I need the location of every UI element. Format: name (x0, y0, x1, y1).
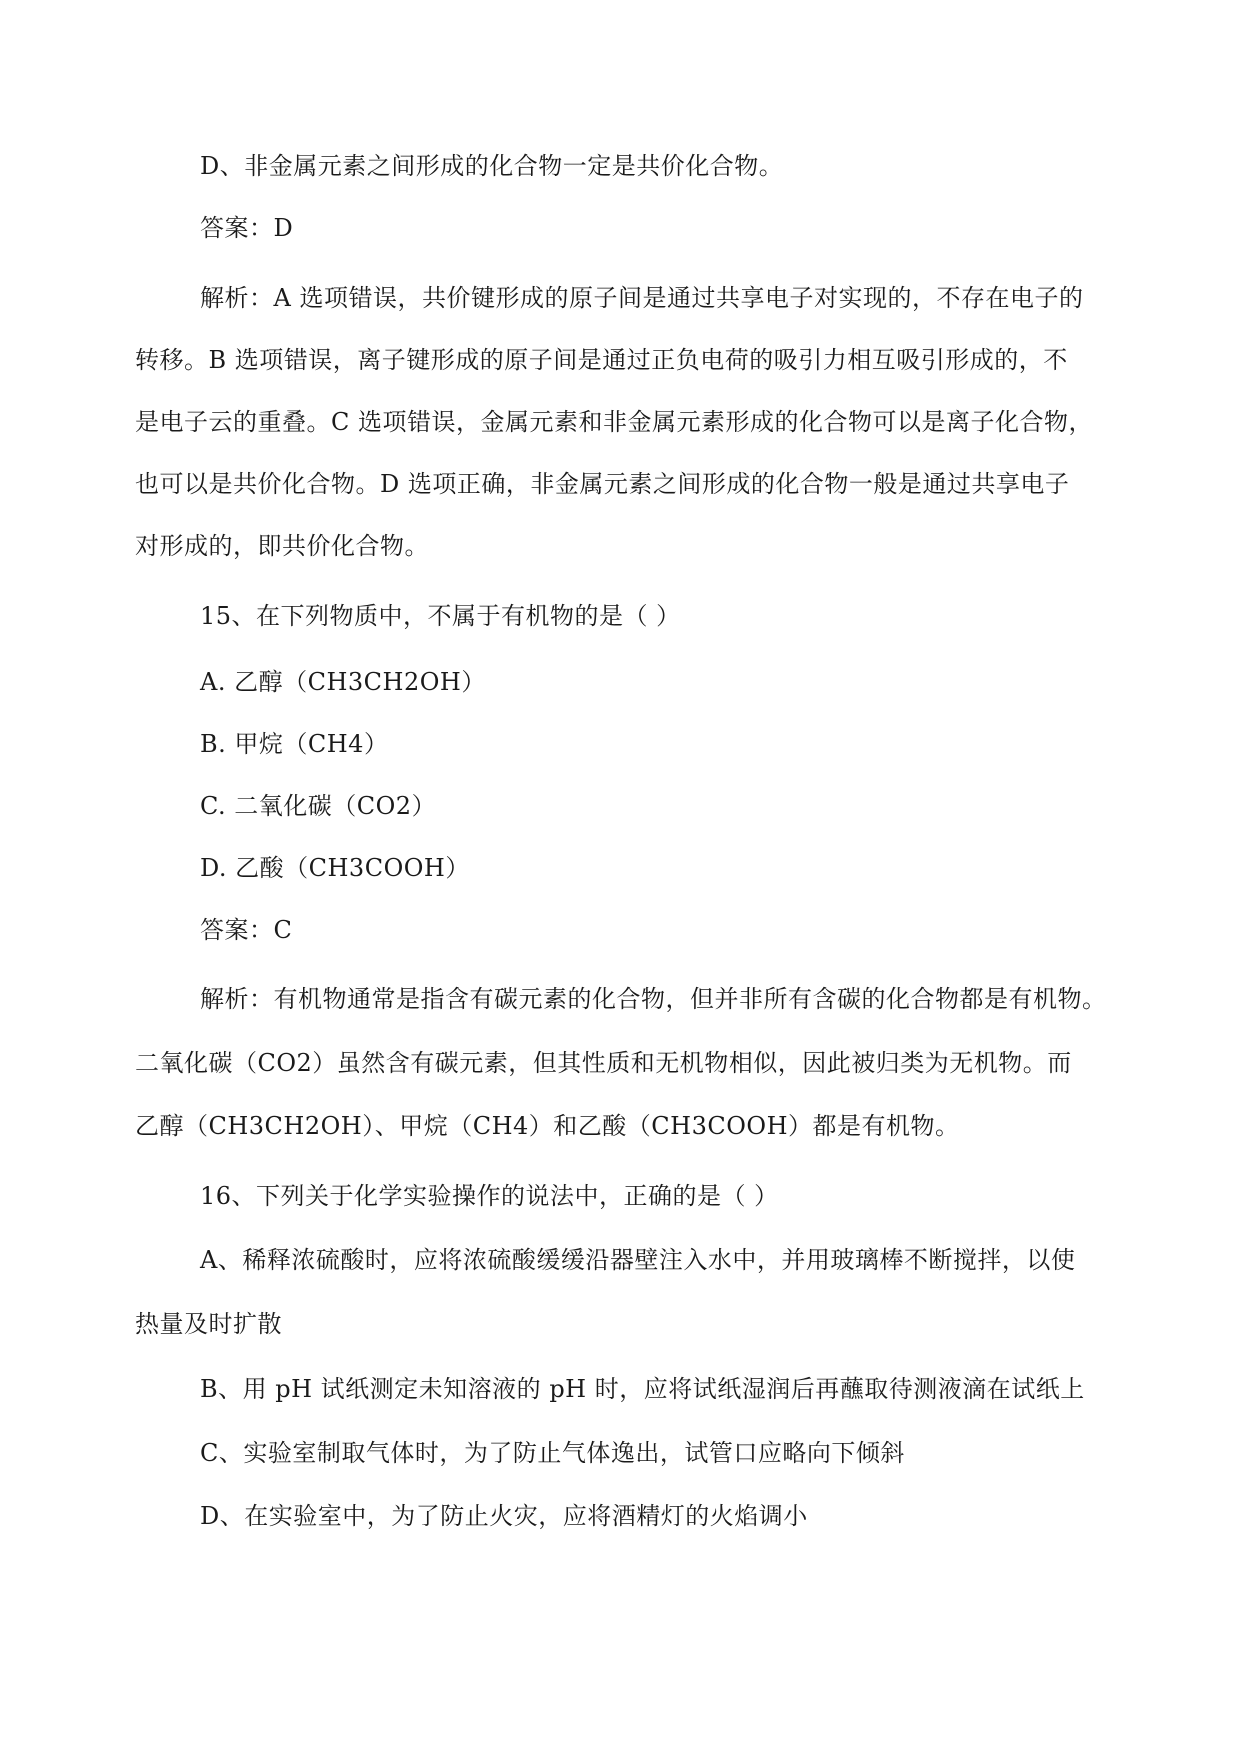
q16-option-c: C、实验室制取气体时，为了防止气体逸出，试管口应略向下倾斜 (200, 1439, 905, 1467)
q14-analysis-line: 转移。B 选项错误，离子键形成的原子间是通过正负电荷的吸引力相互吸引形成的，不 (135, 346, 1068, 374)
q15-analysis-line: 二氧化碳（CO2）虽然含有碳元素，但其性质和无机物相似，因此被归类为无机物。而 (135, 1049, 1072, 1077)
q16-option-b: B、用 pH 试纸测定未知溶液的 pH 时，应将试纸湿润后再蘸取待测液滴在试纸上 (200, 1375, 1085, 1403)
q16-option-a-continued: 热量及时扩散 (135, 1310, 282, 1338)
q15-option-c: C. 二氧化碳（CO2） (200, 792, 437, 820)
q14-answer: 答案：D (200, 214, 294, 242)
q15-analysis-line: 解析：有机物通常是指含有碳元素的化合物，但并非所有含碳的化合物都是有机物。 (200, 985, 1107, 1013)
q14-analysis-line: 解析：A 选项错误，共价键形成的原子间是通过共享电子对实现的，不存在电子的 (200, 284, 1084, 312)
q16-option-d: D、在实验室中，为了防止火灾，应将酒精灯的火焰调小 (200, 1502, 808, 1530)
q16-option-a: A、稀释浓硫酸时，应将浓硫酸缓缓沿器壁注入水中，并用玻璃棒不断搅拌，以使 (200, 1246, 1076, 1274)
q14-option-d: D、非金属元素之间形成的化合物一定是共价化合物。 (200, 152, 784, 180)
q15-answer: 答案：C (200, 916, 293, 944)
q15-option-b: B. 甲烷（CH4） (200, 730, 389, 758)
q15-analysis-line: 乙醇（CH3CH2OH）、甲烷（CH4）和乙酸（CH3COOH）都是有机物。 (135, 1112, 960, 1140)
q14-analysis-line: 也可以是共价化合物。D 选项正确，非金属元素之间形成的化合物一般是通过共享电子 (135, 470, 1070, 498)
q15-question: 15、在下列物质中，不属于有机物的是（ ） (200, 602, 681, 630)
q15-option-d: D. 乙酸（CH3COOH） (200, 854, 470, 882)
q14-analysis-line: 是电子云的重叠。C 选项错误，金属元素和非金属元素形成的化合物可以是离子化合物， (135, 408, 1093, 436)
q16-question: 16、下列关于化学实验操作的说法中，正确的是（ ） (200, 1182, 779, 1210)
q14-analysis-line: 对形成的，即共价化合物。 (135, 532, 429, 560)
q15-option-a: A. 乙醇（CH3CH2OH） (200, 668, 486, 696)
